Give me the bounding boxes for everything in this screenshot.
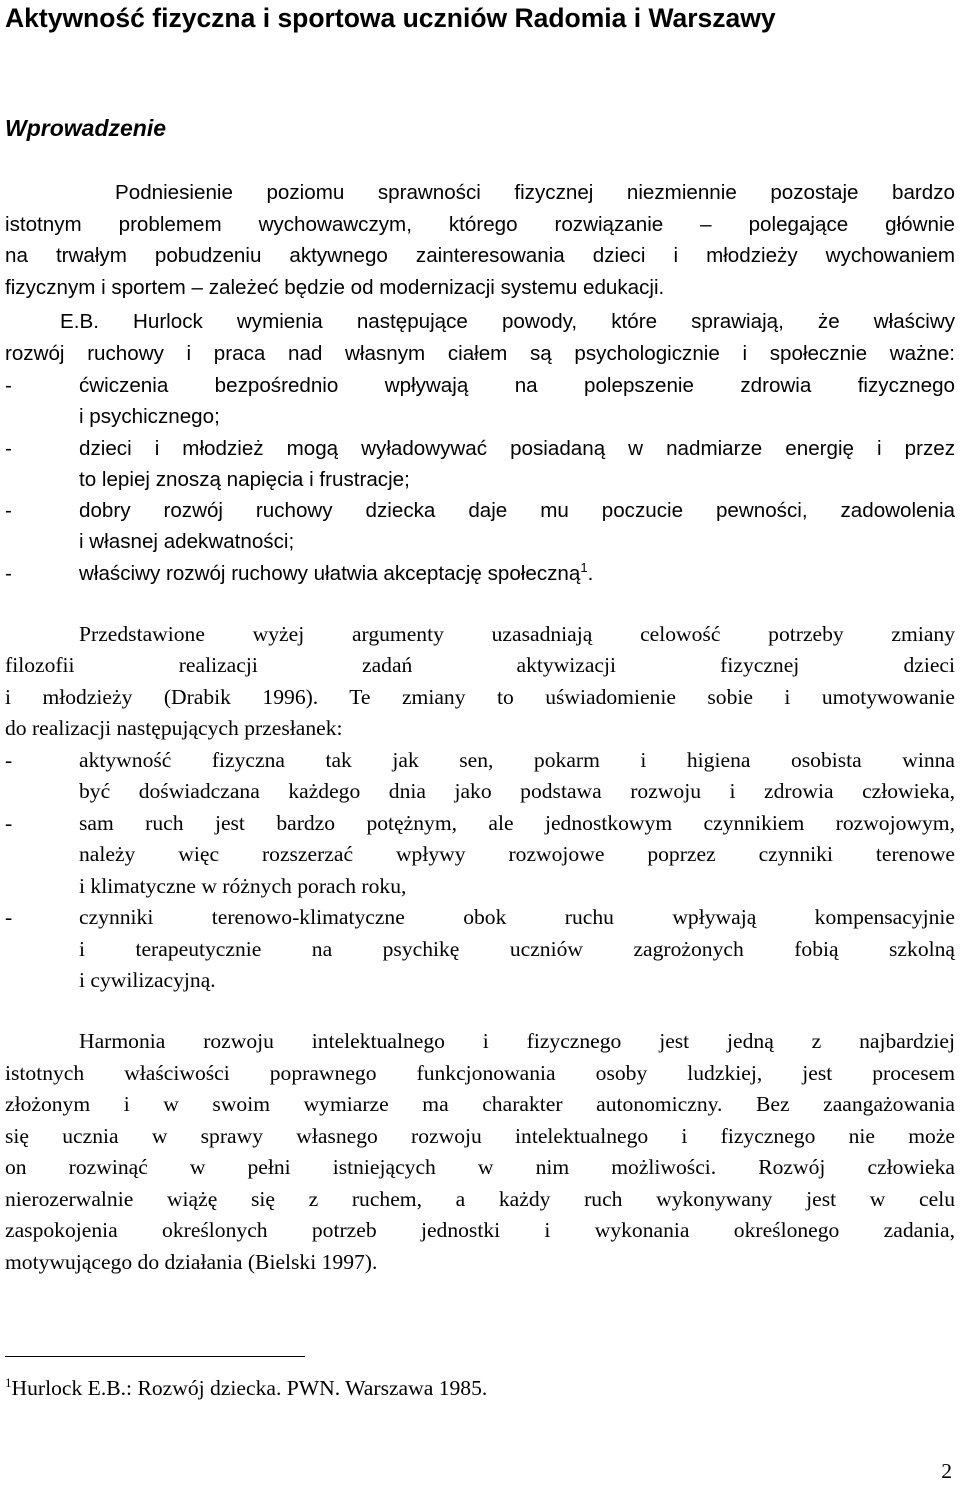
intro-line: fizycznym i sportem – zależeć będzie od modernizacji systemu edukacji. xyxy=(5,276,665,299)
list-item-line: i własnej adekwatności; xyxy=(79,530,295,553)
intro-line: Podniesienie poziomu sprawności fizycznej niezmiennie pozostaje bardzo xyxy=(115,181,955,204)
list-dash: - xyxy=(5,499,12,522)
list-item-line xyxy=(79,558,955,590)
harmony-line: złożonym i w swoim wymiarze ma charakter autonomiczny. Bez zaangażowania xyxy=(5,1092,955,1116)
intro-line: na trwałym pobudzeniu aktywnego zainteresowania dzieci i młodzieży wychowaniem xyxy=(5,244,955,267)
list-item-line: aktywność fizyczna tak jak sen, pokarm i higiena osobista winna xyxy=(79,748,955,772)
harmony-line: nierozerwalnie wiążę się z ruchem, a każdy ruch wykonywany jest w celu xyxy=(5,1187,955,1211)
footnote-text: Hurlock E.B.: Rozwój dziecka. PWN. Warszawa 1985. xyxy=(11,1376,488,1400)
harmony-line: motywującego do działania (Bielski 1997). xyxy=(5,1250,378,1274)
list-item-line: sam ruch jest bardzo potężnym, ale jednostkowym czynnikiem rozwojowym, xyxy=(79,811,955,835)
list-item-line: i psychicznego; xyxy=(79,405,220,428)
hurlock-line: E.B. Hurlock wymienia następujące powody, które sprawiają, że właściwy xyxy=(60,310,955,333)
list-dash: - xyxy=(5,905,13,929)
document-title: Aktywność fizyczna i sportowa uczniów Radomia i Warszawy xyxy=(5,3,776,33)
list-item-line: i cywilizacyjną. xyxy=(79,968,216,992)
hurlock-line: rozwój ruchowy i praca nad własnym ciałem są psychologicznie i społecznie ważne: xyxy=(5,342,955,365)
page-number: 2 xyxy=(941,1459,952,1483)
footnote xyxy=(5,1373,487,1404)
harmony-line: zaspokojenia określonych potrzeb jednostki i wykonania określonego zadania, xyxy=(5,1218,955,1242)
arguments-line: Przedstawione wyżej argumenty uzasadniają celowość potrzeby zmiany xyxy=(79,622,955,646)
list-item-line: należy więc rozszerzać wpływy rozwojowe poprzez czynniki terenowe xyxy=(79,842,955,866)
list-item-line: dzieci i młodzież mogą wyładowywać posiadaną w nadmiarze energię i przez xyxy=(79,437,955,460)
list-item-line: i klimatyczne w różnych porach roku, xyxy=(79,874,407,898)
list-item-line: dobry rozwój ruchowy dziecka daje mu poczucie pewności, zadowolenia xyxy=(79,499,955,522)
list-dash: - xyxy=(5,437,12,460)
list-item-line: czynniki terenowo-klimatyczne obok ruchu wpływają kompensacyjnie xyxy=(79,905,955,929)
list-item-line: i terapeutycznie na psychikę uczniów zagrożonych fobią szkolną xyxy=(79,937,955,961)
footnote-reference[interactable]: 1 xyxy=(580,560,588,576)
harmony-line: istotnych właściwości poprawnego funkcjonowania osoby ludzkiej, jest procesem xyxy=(5,1061,955,1085)
harmony-line: on rozwinąć w pełni istniejących w nim możliwości. Rozwój człowieka xyxy=(5,1155,955,1179)
section-heading: Wprowadzenie xyxy=(5,115,167,141)
list-dash: - xyxy=(5,811,13,835)
footnote-separator xyxy=(5,1356,305,1357)
list-dash: - xyxy=(5,562,12,585)
list-item-line: być doświadczana każdego dnia jako podstawa rozwoju i zdrowia człowieka, xyxy=(79,779,955,803)
list-item-text: właściwy rozwój ruchowy ułatwia akceptację społeczną xyxy=(79,562,581,585)
harmony-line: Harmonia rozwoju intelektualnego i fizycznego jest jedną z najbardziej xyxy=(79,1029,955,1053)
list-item-line: ćwiczenia bezpośrednio wpływają na polepszenie zdrowia fizycznego xyxy=(79,374,955,397)
intro-line: istotnym problemem wychowawczym, którego rozwiązanie – polegające głównie xyxy=(5,213,955,236)
list-item-line: to lepiej znoszą napięcia i frustracje; xyxy=(79,468,410,491)
list-dash: - xyxy=(5,374,12,397)
arguments-line: filozofii realizacji zadań aktywizacji fizycznej dzieci xyxy=(5,653,955,677)
arguments-line: do realizacji następujących przesłanek: xyxy=(5,716,343,740)
list-item-tail: . xyxy=(587,562,594,585)
harmony-line: się ucznia w sprawy własnego rozwoju intelektualnego i fizycznego nie może xyxy=(5,1124,955,1148)
arguments-line: i młodzieży (Drabik 1996). Te zmiany to uświadomienie sobie i umotywowanie xyxy=(5,685,955,709)
footnote-marker: 1 xyxy=(5,1374,12,1390)
list-dash: - xyxy=(5,748,13,772)
